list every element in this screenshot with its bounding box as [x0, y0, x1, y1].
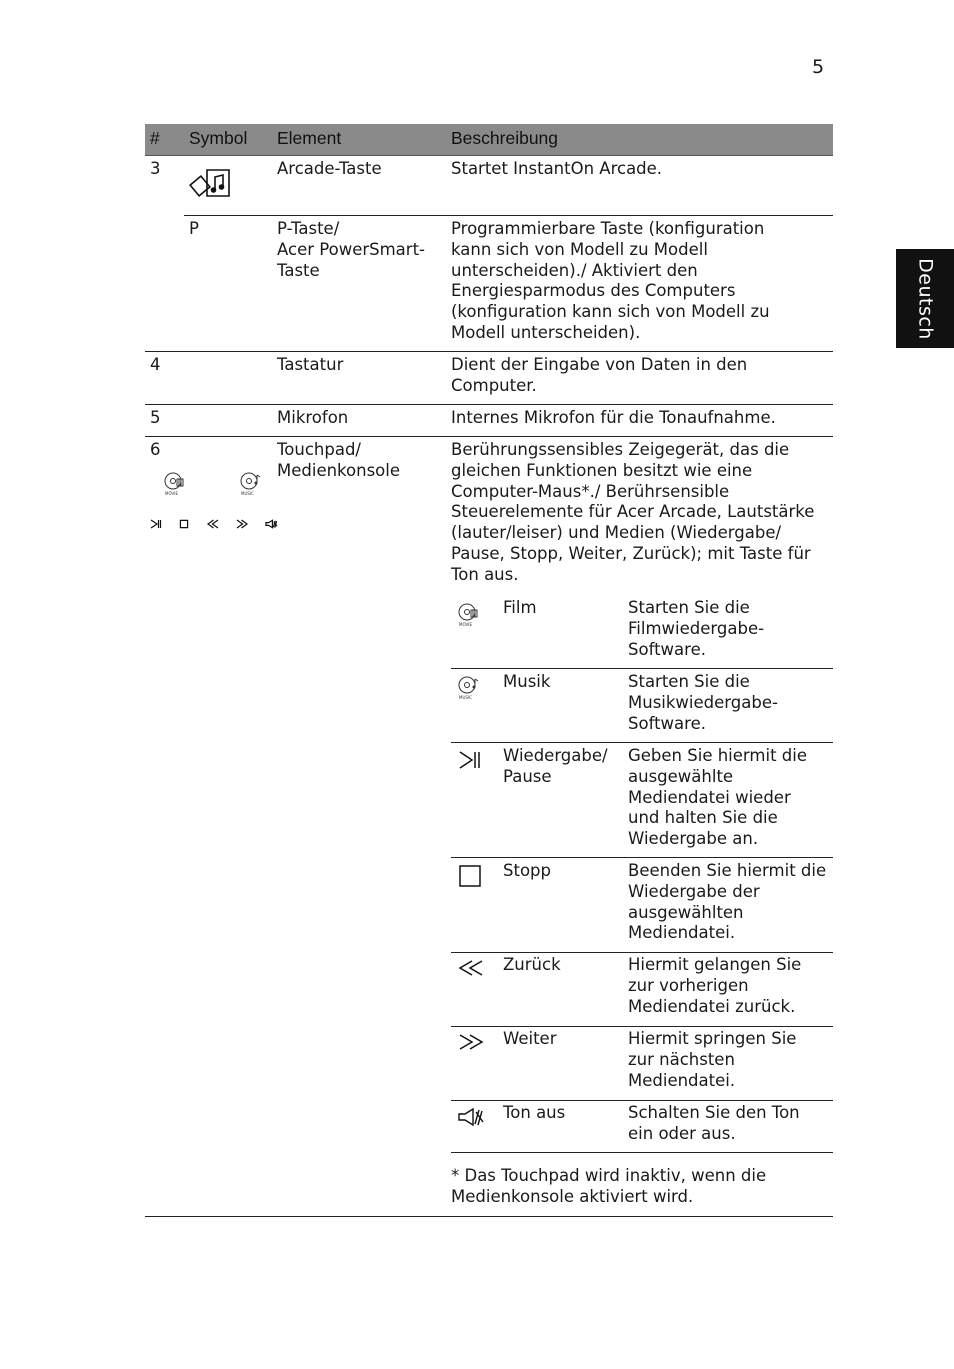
media-function-name [503, 861, 551, 882]
text-line: Zurück [503, 955, 561, 974]
element-name: Tastatur [277, 355, 344, 374]
text-line: gleichen Funktionen besitzt wie eine [451, 460, 753, 480]
text-line: ein oder aus. [628, 1123, 736, 1143]
forward-icon [236, 519, 248, 529]
text-line: Geben Sie hiermit die [628, 746, 807, 765]
media-function-description [628, 861, 826, 944]
media-function-name [503, 598, 537, 619]
element-name [277, 440, 400, 482]
text-line: Filmwiedergabe- [628, 618, 765, 638]
text-line: Dient der Eingabe von Daten in den [451, 355, 748, 374]
text-line: Ton aus. [451, 564, 519, 584]
header-element: Element [277, 128, 342, 148]
row-divider [145, 404, 833, 405]
element-name: Arcade-Taste [277, 159, 382, 178]
feature-table [145, 124, 833, 1206]
sub-row-divider [451, 742, 833, 743]
stop-icon [180, 520, 188, 528]
text-line: und halten Sie die [628, 808, 778, 828]
text-line: Berührungssensibles Zeigegerät, das die [451, 440, 790, 459]
element-description [451, 355, 747, 397]
text-line: Acer PowerSmart- [277, 239, 426, 259]
text-line: Wiedergabe/ [503, 746, 608, 765]
text-line: Taste [277, 260, 320, 280]
text-line: Mediendatei. [628, 923, 736, 943]
text-line: Wiedergabe an. [628, 829, 759, 849]
media-function-description [628, 955, 801, 1017]
media-function-description [628, 598, 764, 660]
media-function-name [503, 672, 550, 693]
text-line: unterscheiden)./ Aktiviert den [451, 260, 698, 280]
svg-text:MUSIC: MUSIC [459, 695, 472, 700]
media-function-name [503, 1103, 565, 1124]
arcade-icon [191, 166, 233, 202]
row-divider [145, 436, 833, 437]
text-line: zur vorherigen [628, 975, 749, 995]
element-description [451, 219, 770, 344]
text-line: Modell unterscheiden). [451, 322, 641, 342]
text-line: Medienkonsole [277, 460, 401, 480]
text-line: Weiter [503, 1029, 557, 1048]
play-pause-icon [150, 519, 162, 529]
text-line: ausgewählte [628, 766, 734, 786]
element-name: Mikrofon [277, 408, 349, 427]
row-number: 5 [150, 408, 161, 427]
language-tab [896, 249, 954, 348]
stop-icon [459, 865, 481, 887]
svg-text:MOVIE: MOVIE [165, 491, 178, 496]
mute-icon [457, 1107, 485, 1127]
text-line: Starten Sie die [628, 598, 750, 617]
text-line: Pause, Stopp, Weiter, Zurück); mit Taste für [451, 543, 811, 563]
media-function-name [503, 746, 608, 788]
text-line: Software. [628, 639, 706, 659]
text-line: Beenden Sie hiermit die [628, 861, 827, 880]
sub-row-divider [451, 857, 833, 858]
symbol-text: P [189, 219, 199, 238]
text-line: Ton aus [503, 1103, 566, 1122]
text-line: ausgewählten [628, 902, 744, 922]
header-symbol: Symbol [189, 128, 248, 148]
text-line: Starten Sie die [628, 672, 750, 691]
text-line: P-Taste/ [277, 219, 340, 238]
text-line: Mediendatei zurück. [628, 996, 796, 1016]
sub-row-divider [451, 1100, 833, 1101]
row-divider [145, 351, 833, 352]
element-description: Internes Mikrofon für die Tonaufnahme. [451, 408, 776, 427]
media-function-name [503, 1029, 557, 1050]
text-line: Stopp [503, 861, 551, 880]
row-number: 3 [150, 159, 161, 178]
play-pause-icon [458, 750, 482, 770]
language-tab-label: Deutsch [914, 257, 937, 340]
movie-icon [458, 602, 484, 628]
sub-row-divider [451, 1152, 833, 1153]
text-line: Energiesparmodus des Computers [451, 281, 736, 301]
text-line: Hiermit gelangen Sie [628, 955, 802, 974]
mute-icon [265, 519, 278, 529]
text-line: Software. [628, 713, 706, 733]
sub-row-divider [451, 668, 833, 669]
page-number: 5 [812, 56, 825, 78]
text-line: (konfiguration kann sich von Modell zu [451, 302, 770, 322]
element-name [277, 219, 425, 281]
element-description: Startet InstantOn Arcade. [451, 159, 663, 178]
text-line: Wiedergabe der [628, 881, 760, 901]
text-line: Musik [503, 672, 551, 691]
forward-icon [458, 1032, 484, 1052]
text-line: Pause [503, 766, 552, 786]
text-line: kann sich von Modell zu Modell [451, 239, 708, 259]
text-line: zur nächsten [628, 1049, 735, 1069]
text-line: Musikwiedergabe- [628, 692, 778, 712]
text-line: Steuerelemente für Acer Arcade, Lautstärke [451, 502, 815, 522]
row-number: 6 [150, 440, 161, 459]
text-line: Programmierbare Taste (konfiguration [451, 219, 765, 238]
music-icon [458, 675, 484, 701]
svg-text:MOVIE: MOVIE [459, 622, 472, 627]
rewind-icon [458, 958, 484, 978]
header-description: Beschreibung [451, 128, 559, 148]
table-bottom-border [145, 1216, 833, 1217]
media-function-description [628, 1029, 796, 1091]
music-icon [240, 471, 266, 497]
header-number: # [150, 128, 160, 148]
sub-row-divider [451, 952, 833, 953]
text-line: Touchpad/ [277, 440, 361, 459]
text-line: Medienkonsole aktiviert wird. [451, 1186, 694, 1206]
row-number: 4 [150, 355, 161, 374]
text-line: * Das Touchpad wird inaktiv, wenn die [451, 1166, 767, 1185]
text-line: Film [503, 598, 537, 617]
text-line: Computer-Maus*./ Berührsensible [451, 481, 730, 501]
media-function-description [628, 672, 778, 734]
media-function-description [628, 746, 807, 850]
media-function-description [628, 1103, 800, 1145]
text-line: Computer. [451, 375, 537, 395]
media-function-name [503, 955, 561, 976]
rewind-icon [207, 519, 219, 529]
text-line: Mediendatei wieder [628, 787, 791, 807]
text-line: Hiermit springen Sie [628, 1029, 797, 1048]
text-line: Schalten Sie den Ton [628, 1103, 800, 1122]
table-header [145, 124, 833, 156]
text-line: Mediendatei. [628, 1070, 736, 1090]
row-divider [184, 215, 833, 216]
element-description [451, 440, 814, 586]
svg-text:MUSIC: MUSIC [241, 491, 254, 496]
text-line: (lauter/leiser) und Medien (Wiedergabe/ [451, 523, 782, 543]
movie-icon [164, 471, 190, 497]
footnote [451, 1166, 766, 1208]
sub-row-divider [451, 1026, 833, 1027]
